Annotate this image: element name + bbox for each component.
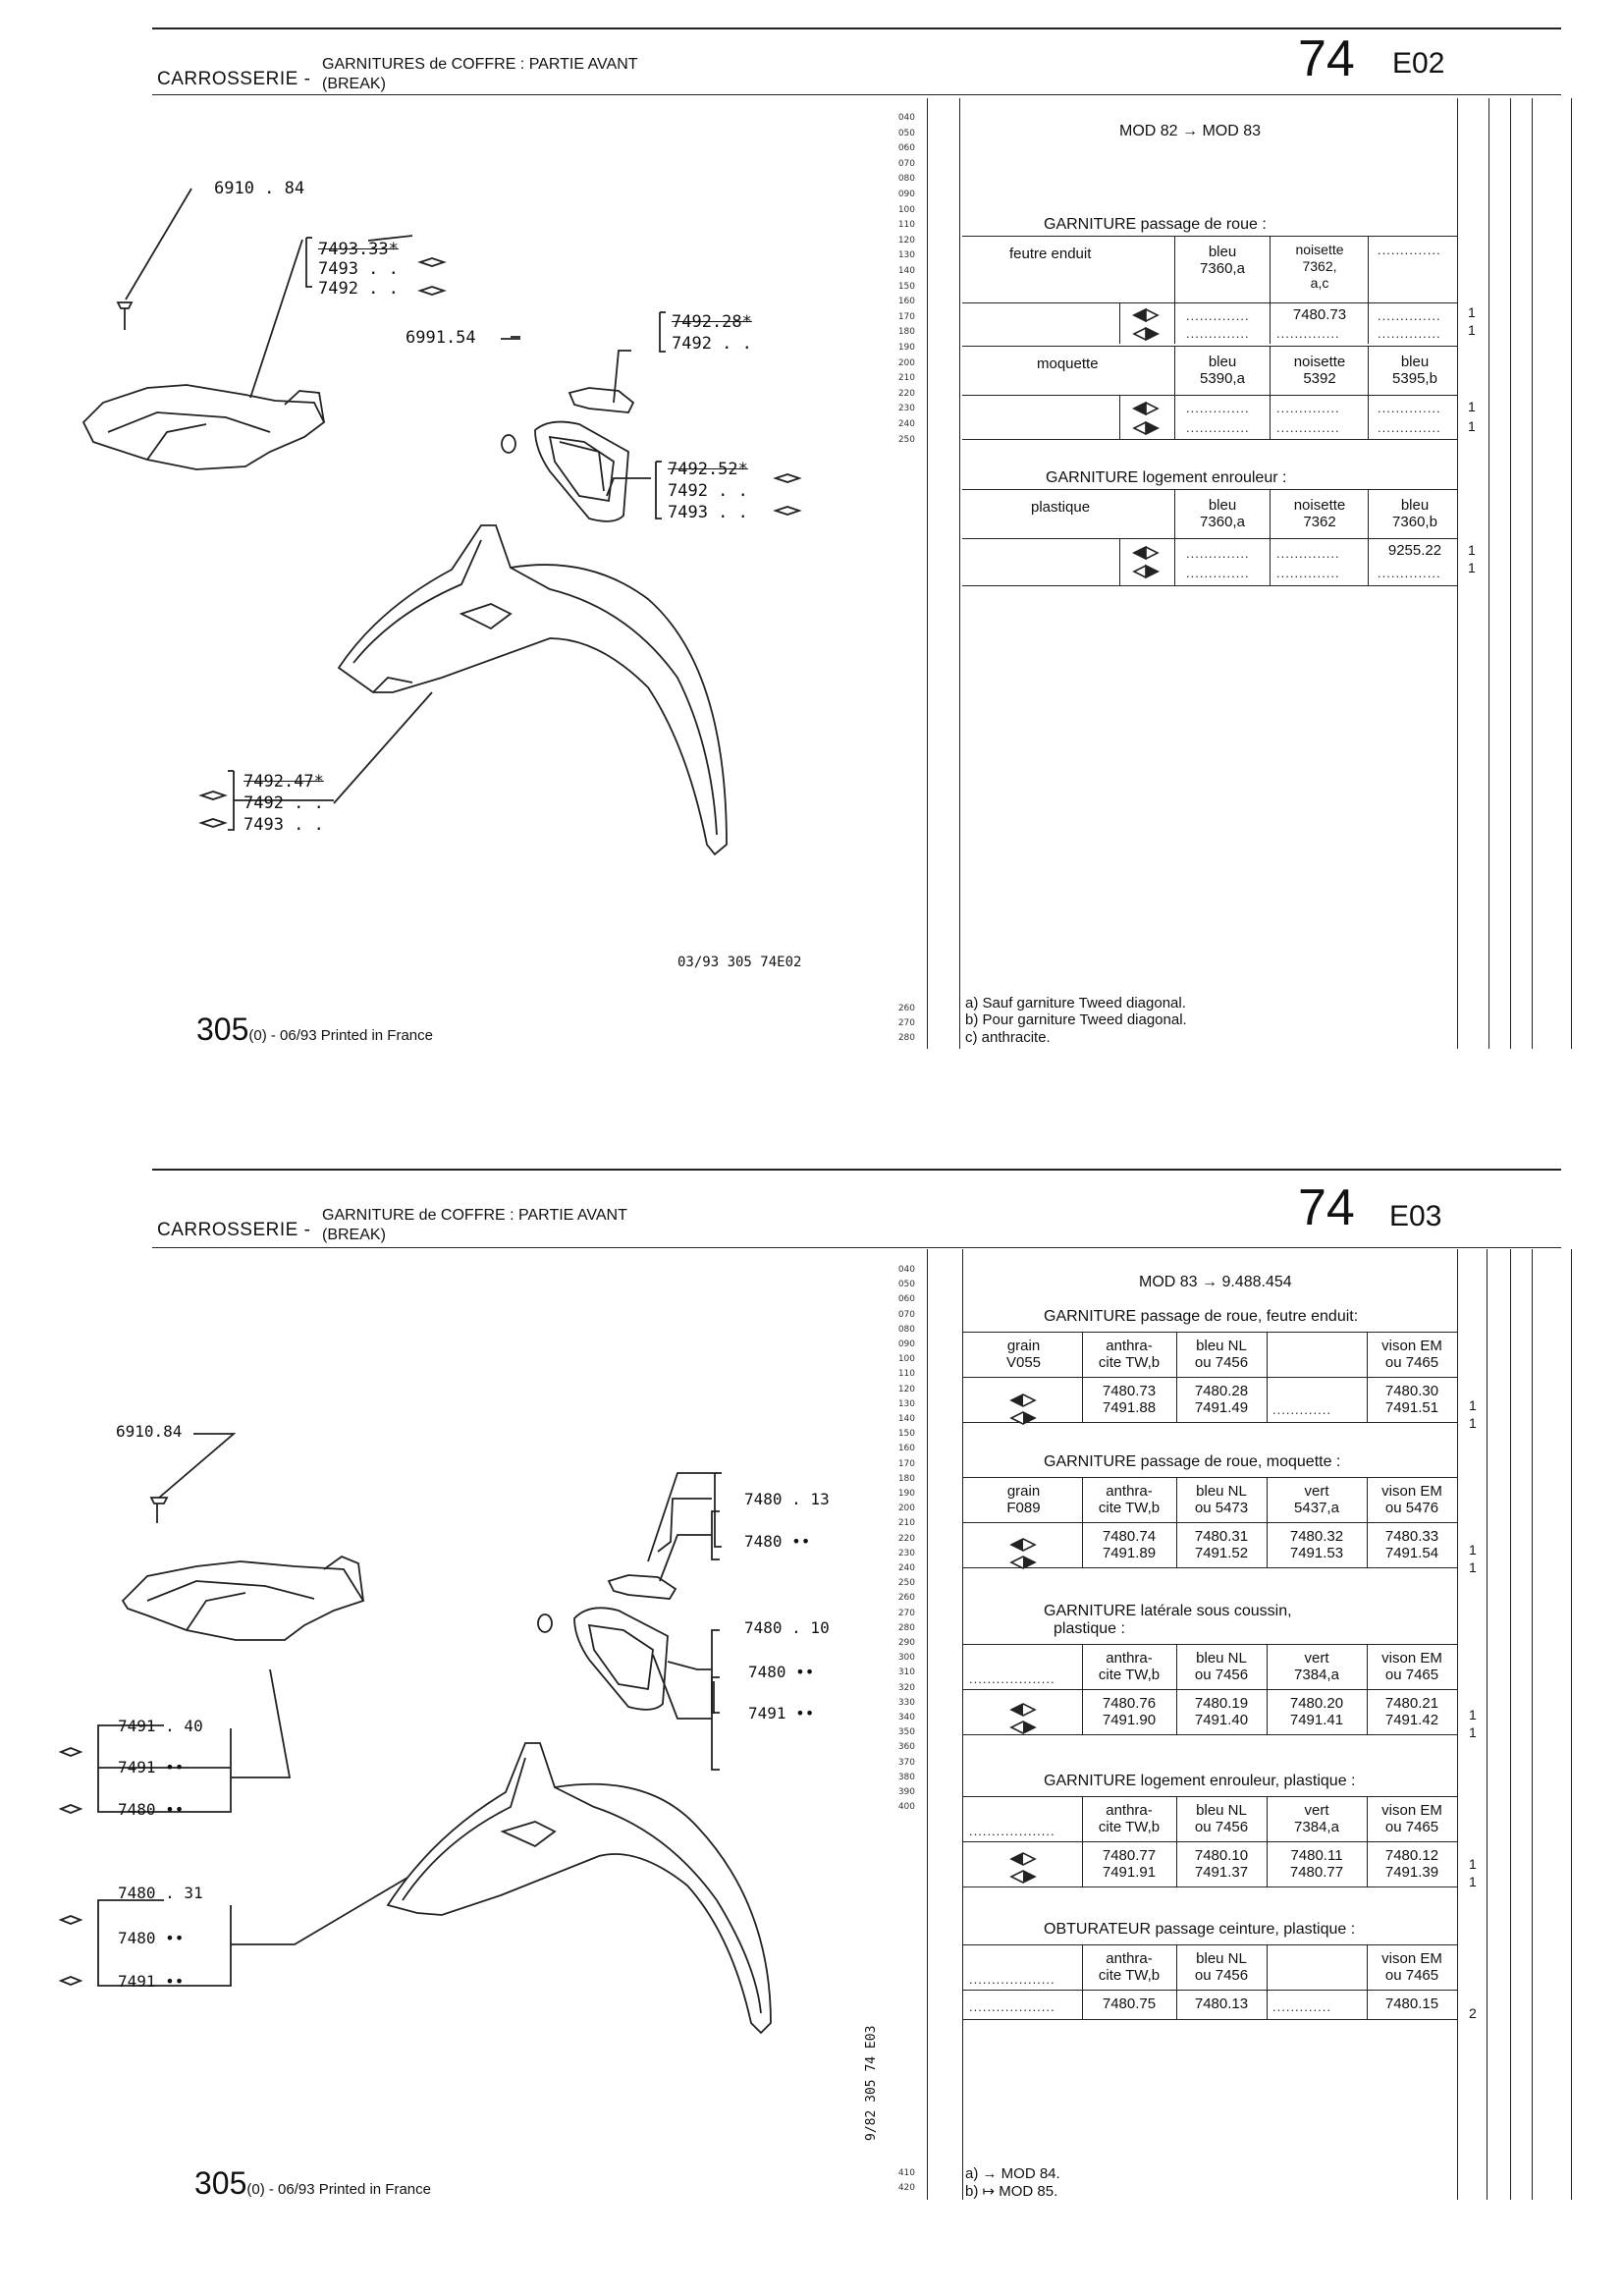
footer-text: (0) - 06/93 Printed in France [246, 2181, 431, 2198]
column-header: anthra- cite TW,b [1098, 1338, 1161, 1371]
line-number: 240 [897, 1563, 915, 1573]
line-number: 270 [897, 1018, 915, 1028]
dots: ................... [969, 1671, 1055, 1686]
line-number: 320 [897, 1682, 915, 1693]
footnote: a) → MOD 84. [965, 2165, 1060, 2182]
column-header: anthra- cite TW,b [1098, 1650, 1161, 1683]
left-arrow-fill-icon [1011, 1704, 1023, 1716]
quantity: 1 [1469, 1397, 1477, 1413]
subtitle-line2: (BREAK) [322, 76, 386, 92]
part-label: 7492.52* [668, 460, 748, 479]
line-number: 160 [897, 297, 915, 307]
line-number: 280 [897, 1622, 915, 1633]
line-number: 290 [897, 1638, 915, 1648]
subtitle-line1: GARNITURES de COFFRE : PARTIE AVANT [322, 56, 638, 73]
color-header: bleu 7360,b [1392, 497, 1437, 530]
column-header: vert 5437,a [1294, 1483, 1339, 1516]
line-number: 220 [897, 388, 915, 399]
quantity: 1 [1468, 542, 1476, 558]
section-title: plastique : [1054, 1620, 1125, 1637]
part-label: 7480 . 13 [744, 1490, 830, 1508]
line-number: 090 [897, 1339, 915, 1349]
line-number: 280 [897, 1033, 915, 1043]
right-arrow-fill-icon [1023, 1412, 1035, 1424]
part-label: 6910 . 84 [214, 179, 305, 198]
part-label: 7493 . . [668, 503, 748, 522]
quantity: 1 [1469, 1856, 1477, 1872]
column-header: anthra- cite TW,b [1098, 1802, 1161, 1835]
section-title: GARNITURE passage de roue, feutre enduit: [1044, 1308, 1359, 1325]
part-number: 9255.22 [1387, 542, 1442, 559]
color-header: noisette 5392 [1293, 354, 1346, 387]
line-number: 230 [897, 404, 915, 414]
footer-model: 305 [194, 2165, 247, 2201]
section-title: GARNITURE latérale sous coussin, [1044, 1603, 1292, 1619]
dots: ................... [969, 1824, 1055, 1838]
color-header: bleu 7360,a [1200, 244, 1245, 277]
line-number: 250 [897, 1578, 915, 1589]
column-header: bleu NL ou 7456 [1194, 1950, 1249, 1984]
quantity: 1 [1469, 1874, 1477, 1889]
mod-range: MOD 82 → MOD 83 [1119, 123, 1262, 139]
right-arrow-fill-icon [1023, 1722, 1035, 1733]
color-header: noisette 7362, a,c [1295, 242, 1344, 291]
line-number: 420 [897, 2183, 915, 2193]
column-header: bleu NL ou 5473 [1194, 1483, 1249, 1516]
footnote: b) ↦ MOD 85. [965, 2183, 1058, 2200]
part-label: 7492.28* [672, 312, 752, 332]
part-number: 7480.77 7491.91 [1102, 1847, 1157, 1881]
line-number: 110 [897, 1369, 915, 1380]
part-number: 7480.13 [1194, 1995, 1249, 2012]
part-label: 7480 •• [118, 1800, 185, 1819]
line-number: 310 [897, 1667, 915, 1678]
part-label: 7480 •• [744, 1532, 811, 1551]
line-number: 260 [897, 1004, 915, 1013]
line-number: 200 [897, 1503, 915, 1514]
quantity: 1 [1468, 322, 1476, 338]
line-number: 410 [897, 2168, 915, 2178]
part-number: 7480.33 7491.54 [1384, 1528, 1439, 1561]
footnote: a) Sauf garniture Tweed diagonal. [965, 995, 1186, 1011]
section-title: GARNITURE logement enrouleur, plastique : [1044, 1773, 1356, 1789]
part-number: 7480.75 [1102, 1995, 1157, 2012]
color-header: bleu 5390,a [1200, 354, 1245, 387]
part-label: 7493 . . [318, 259, 399, 279]
part-number: 7480.30 7491.51 [1384, 1383, 1439, 1416]
part-number: 7480.74 7491.89 [1102, 1528, 1157, 1561]
subtitle-line1: GARNITURE de COFFRE : PARTIE AVANT [322, 1207, 627, 1224]
line-number: 180 [897, 327, 915, 338]
section-title: GARNITURE logement enrouleur : [1046, 469, 1287, 486]
line-number: 230 [897, 1548, 915, 1558]
line-number: 150 [897, 281, 915, 292]
color-header: bleu 5395,b [1392, 354, 1437, 387]
quantity: 2 [1469, 2005, 1477, 2021]
quantity: 1 [1469, 1542, 1477, 1558]
page-code: E02 [1392, 47, 1445, 80]
section-title: GARNITURE passage de roue, moquette : [1044, 1453, 1341, 1470]
quantity: 1 [1468, 399, 1476, 414]
line-number: 110 [897, 220, 915, 231]
line-number: 200 [897, 357, 915, 368]
column-header: vert 7384,a [1294, 1802, 1339, 1835]
reference-code-vertical: 9/82 305 74 E03 [864, 2025, 879, 2141]
part-label: 7492 . . [668, 481, 748, 501]
dots: ................... [969, 1972, 1055, 1987]
part-number: 7480.20 7491.41 [1289, 1695, 1344, 1728]
line-number: 360 [897, 1742, 915, 1753]
column-header: bleu NL ou 7456 [1194, 1802, 1249, 1835]
part-label: 6910.84 [116, 1422, 183, 1441]
material-label: feutre enduit [1009, 246, 1092, 262]
line-number: 190 [897, 1489, 915, 1499]
category-title: CARROSSERIE - [157, 1220, 311, 1240]
quantity: 1 [1468, 560, 1476, 575]
subtitle-line2: (BREAK) [322, 1227, 386, 1243]
page-number: 74 [1298, 1179, 1355, 1236]
line-number: 220 [897, 1533, 915, 1544]
line-number: 130 [897, 250, 915, 261]
footnote: c) anthracite. [965, 1029, 1051, 1046]
part-number: 7480.32 7491.53 [1289, 1528, 1344, 1561]
line-number: 060 [897, 143, 915, 154]
line-number: 050 [897, 128, 915, 138]
part-number: 7480.76 7491.90 [1102, 1695, 1157, 1728]
part-label: 7480 •• [748, 1663, 815, 1681]
line-number: 300 [897, 1653, 915, 1664]
part-number: 7480.28 7491.49 [1194, 1383, 1249, 1416]
line-number: 080 [897, 1324, 915, 1335]
part-label: 7492 . . [318, 279, 399, 299]
line-number: 340 [897, 1713, 915, 1722]
line-number: 040 [897, 113, 915, 123]
color-header: bleu 7360,a [1200, 497, 1245, 530]
line-number: 050 [897, 1280, 915, 1290]
line-number: 350 [897, 1727, 915, 1738]
part-label: 6991.54 [406, 328, 476, 348]
part-label: 7491 •• [118, 1972, 185, 1991]
column-header: anthra- cite TW,b [1098, 1950, 1161, 1984]
page-code: E03 [1389, 1200, 1442, 1232]
column-header: vison EM ou 7465 [1381, 1650, 1442, 1683]
part-label: 7493 . . [243, 815, 324, 835]
line-number: 270 [897, 1608, 915, 1618]
line-number: 250 [897, 434, 915, 445]
dots: ............. [1272, 1402, 1331, 1417]
part-number: 7480.31 7491.52 [1194, 1528, 1249, 1561]
footnote: b) Pour garniture Tweed diagonal. [965, 1011, 1187, 1028]
quantity: 1 [1468, 418, 1476, 434]
dots: ................... [969, 1999, 1055, 2014]
quantity: 1 [1469, 1724, 1477, 1740]
left-arrow-fill-icon [1011, 1539, 1023, 1551]
column-header: anthra- cite TW,b [1098, 1483, 1161, 1516]
quantity: 1 [1469, 1415, 1477, 1431]
line-number: 160 [897, 1444, 915, 1454]
line-number: 170 [897, 1458, 915, 1469]
part-number: 7480.10 7491.37 [1194, 1847, 1249, 1881]
line-number: 100 [897, 1354, 915, 1365]
part-label: 7493.33* [318, 240, 399, 259]
right-arrow-fill-icon [1023, 1557, 1035, 1568]
part-label: 7491 •• [748, 1704, 815, 1722]
page-number: 74 [1298, 30, 1355, 87]
column-header: vison EM ou 7465 [1381, 1802, 1442, 1835]
line-number: 120 [897, 235, 915, 246]
line-number: 040 [897, 1265, 915, 1275]
column-header: bleu NL ou 7456 [1194, 1338, 1249, 1371]
part-label: 7480 . 10 [744, 1618, 830, 1637]
line-number: 080 [897, 174, 915, 185]
part-number: 7480.19 7491.40 [1194, 1695, 1249, 1728]
part-label: 7492 . . [672, 334, 752, 354]
column-header: vison EM ou 7465 [1381, 1950, 1442, 1984]
line-number: 240 [897, 419, 915, 429]
line-number: 370 [897, 1757, 915, 1768]
part-label: 7491 •• [118, 1758, 185, 1777]
quantity: 1 [1469, 1559, 1477, 1575]
line-number: 150 [897, 1429, 915, 1440]
right-arrow-fill-icon [1023, 1871, 1035, 1883]
line-number: 140 [897, 266, 915, 276]
line-number: 260 [897, 1593, 915, 1604]
line-number: 140 [897, 1414, 915, 1424]
line-number: 120 [897, 1384, 915, 1394]
mod-range: MOD 83 → 9.488.454 [1139, 1274, 1292, 1290]
line-number: 090 [897, 190, 915, 199]
color-header: noisette 7362 [1293, 497, 1346, 530]
reference-code: 03/93 305 74E02 [677, 955, 802, 970]
part-number: 7480.11 7480.77 [1289, 1847, 1344, 1881]
material-label: moquette [1037, 355, 1099, 372]
footer-model: 305 [196, 1011, 249, 1047]
section-title: OBTURATEUR passage ceinture, plastique : [1044, 1921, 1356, 1938]
part-label: 7480 . 31 [118, 1884, 203, 1902]
line-number: 170 [897, 311, 915, 322]
line-number: 180 [897, 1473, 915, 1484]
line-number: 330 [897, 1697, 915, 1708]
line-number: 190 [897, 343, 915, 353]
footer-text: (0) - 06/93 Printed in France [248, 1027, 433, 1044]
part-label: 7491 . 40 [118, 1717, 203, 1735]
quantity: 1 [1469, 1707, 1477, 1722]
line-number: 100 [897, 204, 915, 215]
section-title: GARNITURE passage de roue : [1044, 216, 1267, 233]
column-header: vison EM ou 5476 [1381, 1483, 1442, 1516]
dots: ............. [1272, 1999, 1331, 2014]
line-number: 400 [897, 1802, 915, 1813]
quantity: 1 [1468, 304, 1476, 320]
left-arrow-fill-icon [1011, 1394, 1023, 1406]
part-label: 7492 . . [243, 793, 324, 813]
part-number: 7480.21 7491.42 [1384, 1695, 1439, 1728]
line-number: 210 [897, 373, 915, 384]
line-number: 060 [897, 1294, 915, 1305]
line-number: 070 [897, 158, 915, 169]
column-header: vison EM ou 7465 [1381, 1338, 1442, 1371]
column-header: vert 7384,a [1294, 1650, 1339, 1683]
part-number: 7480.12 7491.39 [1384, 1847, 1439, 1881]
part-number: 7480.73 [1292, 306, 1347, 323]
part-label: 7492.47* [243, 772, 324, 792]
material-label: plastique [1031, 499, 1091, 516]
part-label: 7480 •• [118, 1929, 185, 1947]
line-number: 210 [897, 1518, 915, 1529]
line-number: 390 [897, 1787, 915, 1797]
category-title: CARROSSERIE - [157, 69, 311, 89]
column-header: grain F089 [1006, 1483, 1041, 1516]
line-number: 380 [897, 1772, 915, 1782]
part-number: 7480.15 [1384, 1995, 1439, 2012]
column-header: bleu NL ou 7456 [1194, 1650, 1249, 1683]
line-number: 130 [897, 1398, 915, 1409]
line-number: 070 [897, 1309, 915, 1320]
part-number: 7480.73 7491.88 [1102, 1383, 1157, 1416]
column-header: grain V055 [1005, 1338, 1042, 1371]
left-arrow-fill-icon [1011, 1853, 1023, 1865]
